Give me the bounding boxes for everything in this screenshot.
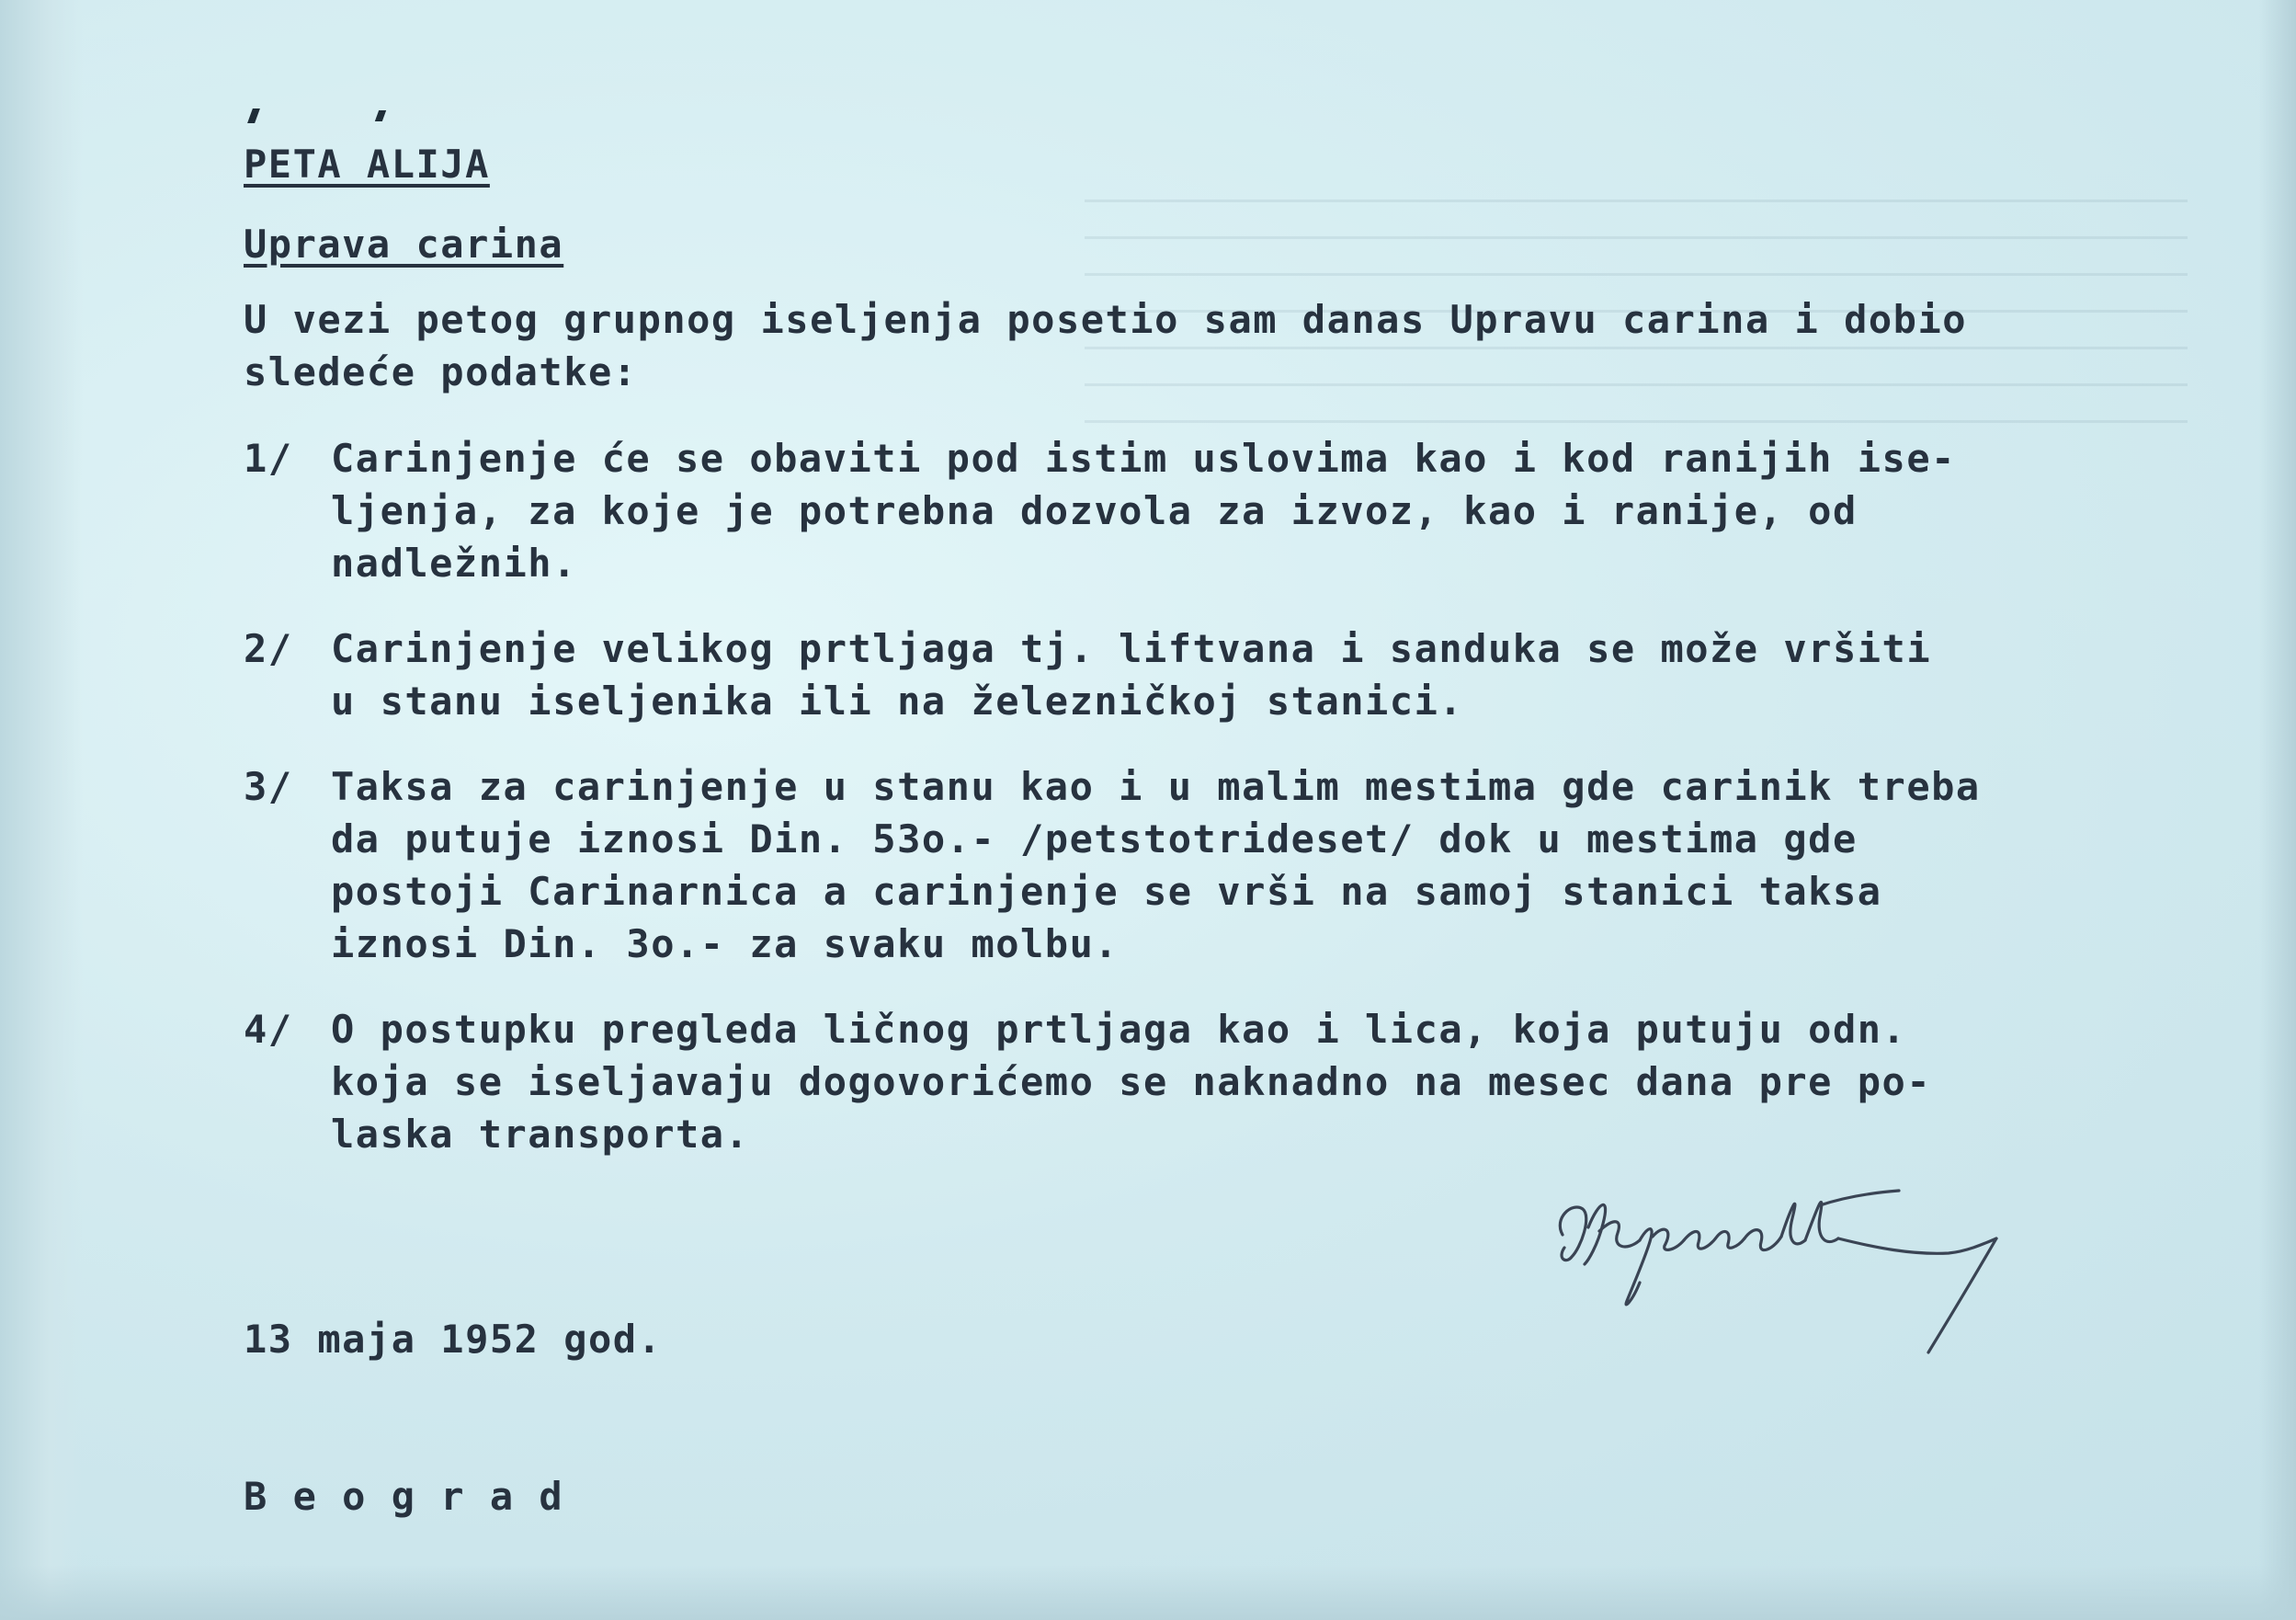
item-line: Taksa za carinjenje u stanu kao i u malim mestima gde carinik treba — [331, 764, 1981, 809]
item-text — [331, 622, 2247, 727]
scan-right-edge — [2259, 0, 2296, 1620]
item-number: 2/ — [244, 626, 293, 671]
item-text — [331, 432, 2247, 589]
intro-paragraph — [244, 293, 2247, 398]
list-item — [244, 760, 2247, 970]
subsection-heading: Uprava carina — [244, 222, 564, 267]
item-line: koja se iseljavaju dogovorićemo se naknadno na mesec dana pre po- — [331, 1059, 1932, 1104]
date-line: 13 maja 1952 god. — [244, 1317, 663, 1362]
signature-icon — [1544, 1163, 2022, 1365]
item-number: 1/ — [244, 436, 293, 481]
letter-body — [244, 138, 2247, 1620]
item-line: ljenja, za koje je potrebna dozvola za izvoz, kao i ranije, od — [331, 488, 1858, 533]
list-item — [244, 1003, 2247, 1160]
item-text — [331, 760, 2247, 970]
item-line: laska transporta. — [331, 1112, 750, 1157]
item-line: postoji Carinarnica a carinjenje se vrši na samoj stanici taksa — [331, 869, 1882, 914]
intro-line: sledeće podatke: — [244, 349, 638, 394]
item-line: u stanu iseljenika ili na železničkoj stanici. — [331, 679, 1464, 724]
item-number: 4/ — [244, 1007, 293, 1052]
scan-left-edge — [0, 0, 83, 1620]
corner-mark-right — [375, 110, 386, 121]
item-number: 3/ — [244, 764, 293, 809]
item-line: iznosi Din. 3o.- za svaku molbu. — [331, 921, 1120, 966]
place-line: B e o g r a d — [244, 1474, 564, 1519]
item-text — [331, 1003, 2247, 1160]
list-item — [244, 622, 2247, 727]
corner-mark-left — [247, 108, 260, 123]
list-item — [244, 432, 2247, 589]
intro-line: U vezi petog grupnog iseljenja posetio sam danas Upravu carina i dobio — [244, 297, 1968, 342]
item-line: Carinjenje velikog prtljaga tj. liftvana i sanduka se može vršiti — [331, 626, 1932, 671]
item-line: nadležnih. — [331, 541, 577, 586]
section-heading: PETA ALIJA — [244, 142, 490, 187]
item-line: da putuje iznosi Din. 53o.- /petstotrideset/ dok u mestima gde — [331, 816, 1858, 861]
item-line: O postupku pregleda ličnog prtljaga kao i lica, koja putuju odn. — [331, 1007, 1907, 1052]
item-line: Carinjenje će se obaviti pod istim uslovima kao i kod ranijih ise- — [331, 436, 1956, 481]
